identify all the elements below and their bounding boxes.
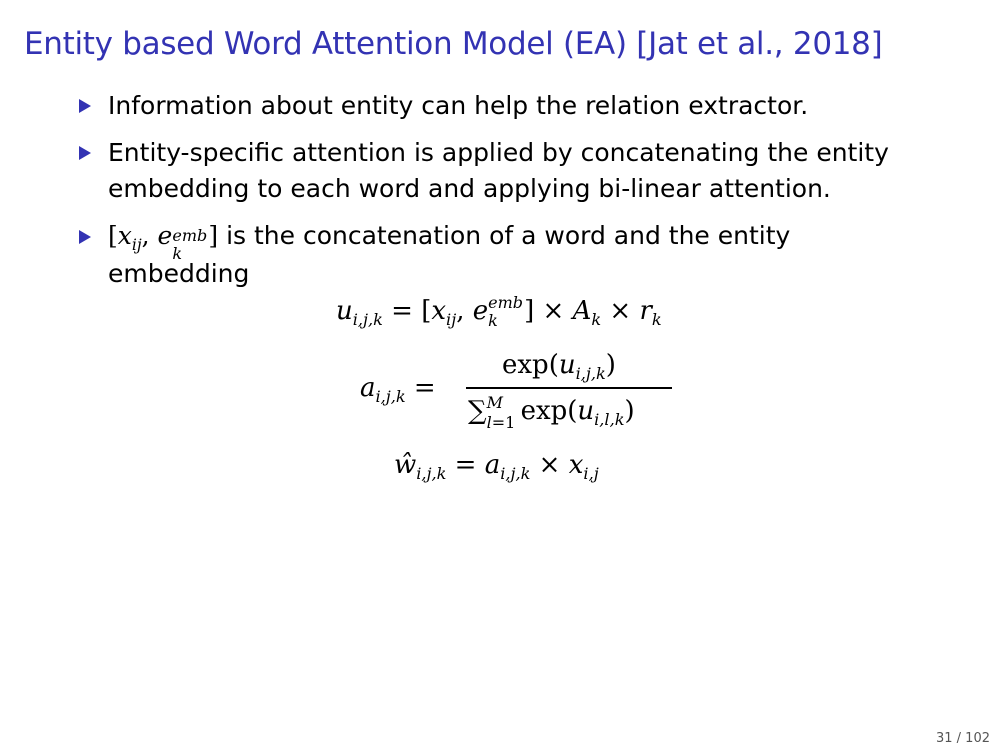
equation-a-lhs: $a_{i,j,k}$ = bbox=[360, 373, 436, 407]
bullet-3-line-2: embedding bbox=[108, 259, 250, 288]
bullet-3-text: is the concatenation of a word and the entity bbox=[226, 221, 791, 250]
bullet-2-line-1: Entity-specific attention is applied by concatenating the entity bbox=[108, 138, 889, 167]
fraction-bar bbox=[466, 387, 672, 389]
bullet-1: Information about entity can help the relation extractor. bbox=[108, 91, 809, 120]
bullet-marker-icon bbox=[79, 230, 91, 244]
equation-a-numerator: $\exp(u_{i,j,k})$ bbox=[502, 350, 616, 384]
concat-math: [$x_{ij}$, e emb k ] bbox=[108, 221, 219, 263]
bullet-3-line-1 bbox=[108, 218, 791, 263]
slide-title: Entity based Word Attention Model (EA) [Jat et al., 2018] bbox=[24, 26, 883, 62]
equation-a-denominator: ∑ M l=1 $\exp(u_{i,l,k})$ bbox=[468, 393, 635, 432]
bullet-marker-icon bbox=[79, 146, 91, 160]
bullet-marker-icon bbox=[79, 99, 91, 113]
page-number: 31 / 102 bbox=[936, 731, 990, 746]
equation-w: $ŵ_{i,j,k} = a_{i,j,k} \times x_{i,j}$ bbox=[394, 450, 599, 484]
equation-u: $u_{i,j,k} = [x_{ij}$, e emb k ] × $A_k \times r_k$ bbox=[336, 293, 662, 330]
bullet-2-line-2: embedding to each word and applying bi-linear attention. bbox=[108, 174, 831, 203]
